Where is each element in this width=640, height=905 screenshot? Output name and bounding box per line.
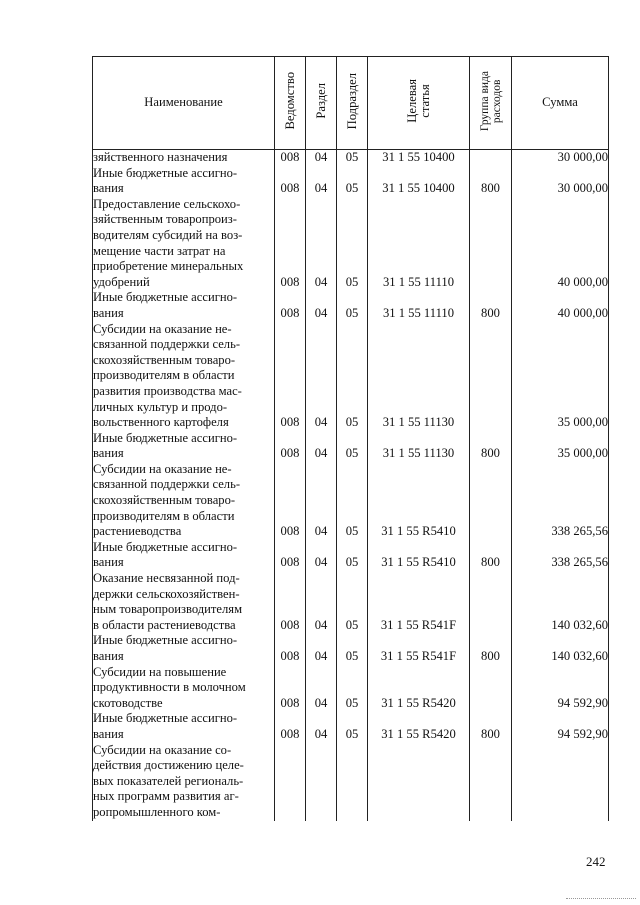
row-name: Иные бюджетные ассигно- вания <box>93 290 275 321</box>
row-department: 008 <box>275 290 306 321</box>
row-expense-group <box>470 462 512 540</box>
row-subsection: 05 <box>337 197 368 291</box>
row-section: 04 <box>306 166 337 197</box>
row-department: 008 <box>275 711 306 742</box>
table-row <box>93 743 609 821</box>
row-section: 04 <box>306 322 337 431</box>
row-target: 31 1 55 11130 <box>368 431 470 462</box>
row-name: Субсидии на оказание не- связанной поддержки сель- скохозяйственным товаро- производителям в области растениеводства <box>93 462 275 540</box>
row-amount: 30 000,00 <box>512 150 609 166</box>
row-department: 008 <box>275 197 306 291</box>
row-department: 008 <box>275 633 306 664</box>
row-target: 31 1 55 R5420 <box>368 711 470 742</box>
row-department: 008 <box>275 462 306 540</box>
table-row <box>93 633 609 664</box>
row-amount <box>512 743 609 821</box>
row-amount: 140 032,60 <box>512 633 609 664</box>
table-row <box>93 322 609 431</box>
row-name: Субсидии на повышение продуктивности в молочном скотоводстве <box>93 665 275 712</box>
table-row <box>93 571 609 633</box>
header-subsection: Подраздел <box>337 57 368 150</box>
table-row <box>93 150 609 166</box>
row-subsection: 05 <box>337 166 368 197</box>
row-expense-group: 800 <box>470 711 512 742</box>
row-amount: 94 592,90 <box>512 665 609 712</box>
row-target: 31 1 55 11110 <box>368 197 470 291</box>
row-target: 31 1 55 11110 <box>368 290 470 321</box>
row-section: 04 <box>306 462 337 540</box>
row-name: Иные бюджетные ассигно- вания <box>93 540 275 571</box>
budget-document-page <box>92 56 608 848</box>
row-expense-group: 800 <box>470 431 512 462</box>
header-name: Наименование <box>93 57 275 150</box>
row-name: Иные бюджетные ассигно- вания <box>93 166 275 197</box>
header-department: Ведомство <box>275 57 306 150</box>
row-section: 04 <box>306 431 337 462</box>
row-section: 04 <box>306 711 337 742</box>
table-row <box>93 665 609 712</box>
row-target: 31 1 55 11130 <box>368 322 470 431</box>
row-name: зяйственного назначения <box>93 150 275 166</box>
row-expense-group <box>470 150 512 166</box>
row-subsection: 05 <box>337 711 368 742</box>
row-department: 008 <box>275 431 306 462</box>
scan-edge-mark <box>566 898 636 900</box>
row-amount: 94 592,90 <box>512 711 609 742</box>
row-department <box>275 743 306 821</box>
row-amount: 35 000,00 <box>512 322 609 431</box>
row-department: 008 <box>275 150 306 166</box>
row-subsection: 05 <box>337 150 368 166</box>
row-target: 31 1 55 R5410 <box>368 462 470 540</box>
table-row <box>93 431 609 462</box>
row-amount: 338 265,56 <box>512 540 609 571</box>
header-section: Раздел <box>306 57 337 150</box>
row-subsection <box>337 743 368 821</box>
row-name: Субсидии на оказание не- связанной поддержки сель- скохозяйственным товаро- производителям в области развития производства мас- личных культур и продо- вольственного картофеля <box>93 322 275 431</box>
table-header-row <box>93 57 609 150</box>
row-section: 04 <box>306 290 337 321</box>
page-number: 242 <box>586 854 606 869</box>
row-name: Иные бюджетные ассигно- вания <box>93 633 275 664</box>
row-target: 31 1 55 10400 <box>368 150 470 166</box>
header-amount: Сумма <box>512 57 609 150</box>
table-row <box>93 711 609 742</box>
row-department: 008 <box>275 571 306 633</box>
row-section: 04 <box>306 150 337 166</box>
row-subsection: 05 <box>337 322 368 431</box>
row-name: Предоставление сельскохо- зяйственным товаропроиз- водителям субсидий на воз- мещение части затрат на приобретение минеральных удобрений <box>93 197 275 291</box>
row-subsection: 05 <box>337 633 368 664</box>
table-row <box>93 197 609 291</box>
table-row <box>93 290 609 321</box>
row-expense-group <box>470 571 512 633</box>
table-row <box>93 462 609 540</box>
row-section: 04 <box>306 197 337 291</box>
row-expense-group: 800 <box>470 540 512 571</box>
row-target: 31 1 55 10400 <box>368 166 470 197</box>
header-expense-group: Группа вида расходов <box>470 57 512 150</box>
budget-table <box>92 56 609 821</box>
row-expense-group: 800 <box>470 166 512 197</box>
row-target <box>368 743 470 821</box>
row-section: 04 <box>306 540 337 571</box>
row-amount: 30 000,00 <box>512 166 609 197</box>
row-department: 008 <box>275 322 306 431</box>
row-subsection: 05 <box>337 462 368 540</box>
row-name: Иные бюджетные ассигно- вания <box>93 431 275 462</box>
row-section: 04 <box>306 665 337 712</box>
row-section: 04 <box>306 633 337 664</box>
table-row <box>93 166 609 197</box>
row-department: 008 <box>275 665 306 712</box>
row-expense-group <box>470 743 512 821</box>
row-subsection: 05 <box>337 290 368 321</box>
row-expense-group <box>470 665 512 712</box>
row-expense-group: 800 <box>470 290 512 321</box>
row-name: Иные бюджетные ассигно- вания <box>93 711 275 742</box>
row-subsection: 05 <box>337 665 368 712</box>
row-name: Субсидии на оказание со- действия достижению целе- вых показателей региональ- ных программ развития аг- ропромышленного ком- <box>93 743 275 821</box>
row-expense-group: 800 <box>470 633 512 664</box>
row-subsection: 05 <box>337 431 368 462</box>
row-target: 31 1 55 R5420 <box>368 665 470 712</box>
row-amount: 40 000,00 <box>512 197 609 291</box>
row-subsection: 05 <box>337 571 368 633</box>
row-target: 31 1 55 R541F <box>368 633 470 664</box>
row-subsection: 05 <box>337 540 368 571</box>
row-section: 04 <box>306 571 337 633</box>
row-target: 31 1 55 R541F <box>368 571 470 633</box>
row-section <box>306 743 337 821</box>
row-amount: 35 000,00 <box>512 431 609 462</box>
row-amount: 40 000,00 <box>512 290 609 321</box>
row-amount: 338 265,56 <box>512 462 609 540</box>
row-amount: 140 032,60 <box>512 571 609 633</box>
row-expense-group <box>470 197 512 291</box>
row-expense-group <box>470 322 512 431</box>
row-department: 008 <box>275 166 306 197</box>
row-department: 008 <box>275 540 306 571</box>
row-target: 31 1 55 R5410 <box>368 540 470 571</box>
table-row <box>93 540 609 571</box>
header-target: Целевая статья <box>368 57 470 150</box>
row-name: Оказание несвязанной под- держки сельскохозяйствен- ным товаропроизводителям в области растениеводства <box>93 571 275 633</box>
